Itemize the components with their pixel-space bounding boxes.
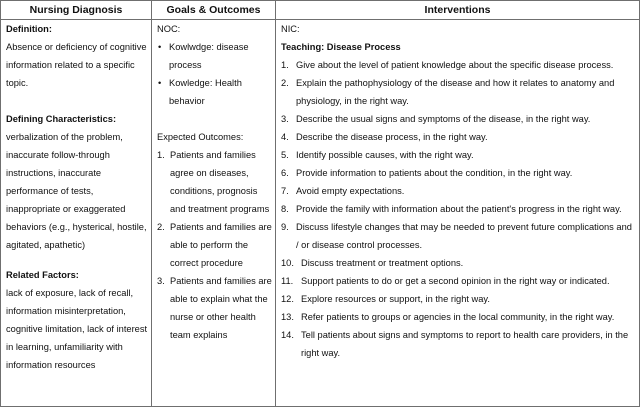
list-item: 3. Describe the usual signs and symptoms of the disease, in the right way. <box>281 114 591 124</box>
list-item: 13. Refer patients to groups or agencies in the local community, in the right way. <box>281 312 615 322</box>
list-item: • Kowledge: Health behavior <box>156 74 273 110</box>
header-interventions: Interventions <box>276 1 639 20</box>
defining-characteristics-text: verbalization of the problem, inaccurate follow-through instructions, inaccurate performance of tests, inappropriate or exaggerated behaviors (e.g., hysterical, hostile, agitated, apathetic) <box>6 132 147 250</box>
interventions-column <box>276 20 639 406</box>
list-item: 5. Identify possible causes, with the right way. <box>281 150 474 160</box>
list-item: 7. Avoid empty expectations. <box>281 186 405 196</box>
related-factors-label: Related Factors: <box>6 270 79 280</box>
list-item: 9. Discuss lifestyle changes that may be needed to prevent future complications and / or disease control processes. <box>281 222 632 250</box>
list-item: 1. Give about the level of patient knowledge about the specific disease process. <box>281 60 614 70</box>
diagnosis-column <box>1 20 151 406</box>
definition-label: Definition: <box>6 24 52 34</box>
list-item: 10. Discuss treatment or treatment options. <box>281 258 464 268</box>
expected-outcomes-list <box>157 146 273 344</box>
header-nursing-diagnosis: Nursing Diagnosis <box>1 1 151 20</box>
list-item: 12. Explore resources or support, in the right way. <box>281 294 490 304</box>
header-goals-outcomes: Goals & Outcomes <box>152 1 275 20</box>
list-item: 2. Patients and families are able to perform the correct procedure <box>157 222 272 268</box>
expected-outcomes-label: Expected Outcomes: <box>157 132 244 142</box>
list-item: 4. Describe the disease process, in the right way. <box>281 132 488 142</box>
list-item: 2. Explain the pathophysiology of the disease and how it relates to anatomy and physiology, in the right way. <box>281 78 615 106</box>
list-item: 6. Provide information to patients about the condition, in the right way. <box>281 168 573 178</box>
nic-label: NIC: <box>281 24 300 34</box>
defining-characteristics-label: Defining Characteristics: <box>6 114 117 124</box>
teaching-label: Teaching: Disease Process <box>281 42 401 52</box>
noc-list <box>156 38 273 110</box>
related-factors-text: lack of exposure, lack of recall, information misinterpretation, cognitive limitation, lack of interest in learning, unfamiliarity with information resources <box>6 288 148 370</box>
list-item: 1. Patients and families agree on diseases, conditions, prognosis and treatment programs <box>157 150 270 214</box>
definition-text: Absence or deficiency of cognitive information related to a specific topic. <box>6 42 147 88</box>
interventions-list <box>281 56 637 362</box>
list-item: 14. Tell patients about signs and symptoms to report to health care providers, in the right way. <box>281 330 629 358</box>
goals-column <box>152 20 275 406</box>
noc-label: NOC: <box>157 24 181 34</box>
list-item: 11. Support patients to do or get a second opinion in the right way or indicated. <box>281 276 610 286</box>
list-item: 3. Patients and families are able to explain what the nurse or other health team explains <box>157 276 272 340</box>
list-item: 8. Provide the family with information about the patient's progress in the right way. <box>281 204 622 214</box>
list-item: • Kowlwdge: disease process <box>156 38 273 74</box>
